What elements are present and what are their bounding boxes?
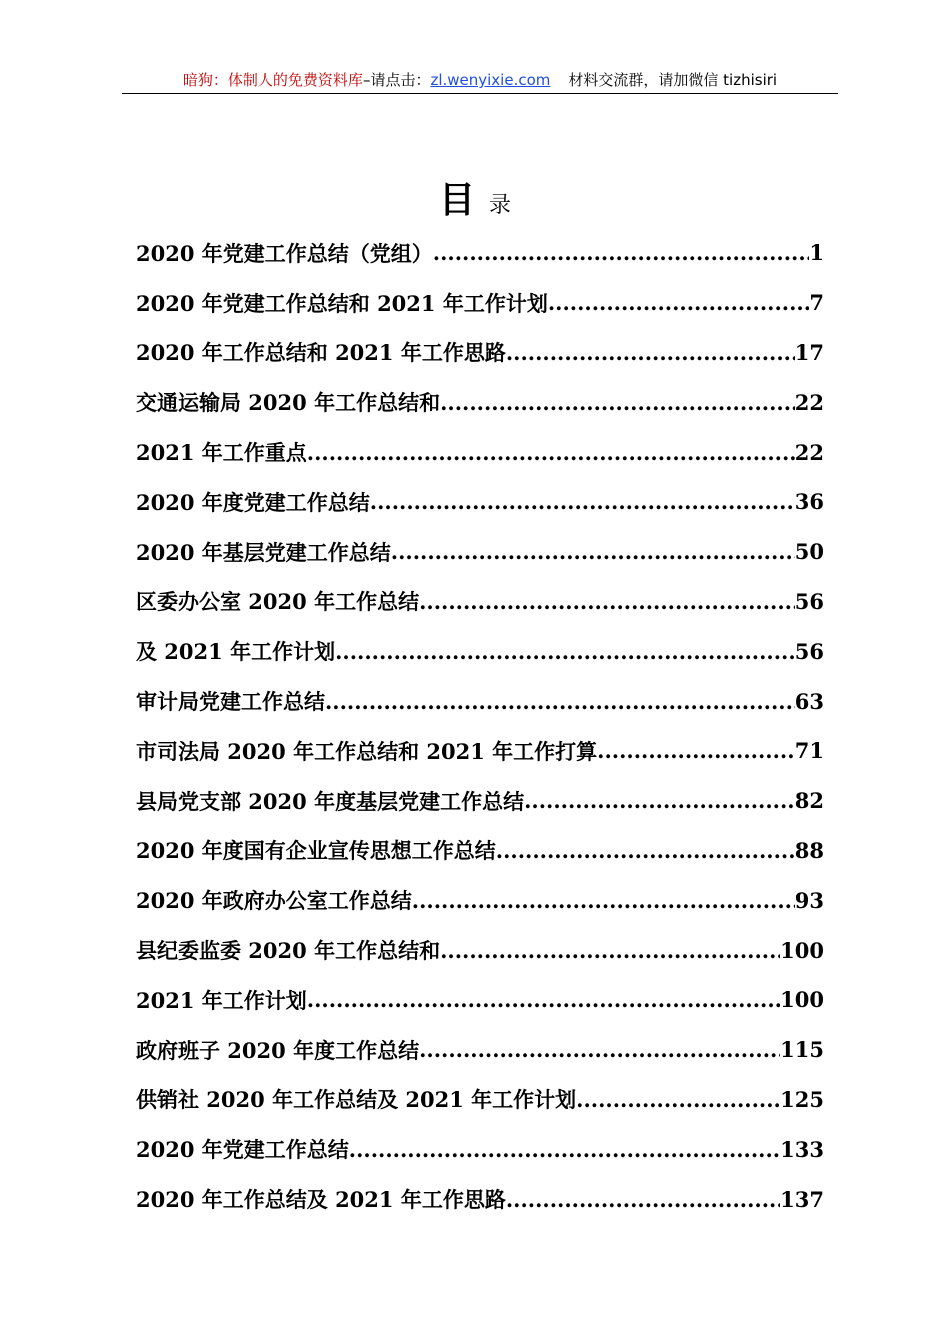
toc-entry-page: 100 — [780, 937, 824, 963]
toc-entry-title: 政府班子 2020 年度工作总结 — [136, 1037, 420, 1063]
toc-entry-title: 2020 年基层党建工作总结 — [136, 539, 391, 565]
toc-entry-title: 县纪委监委 2020 年工作总结和 — [136, 938, 441, 964]
toc-leader-dots — [349, 1137, 780, 1162]
toc-entry[interactable] — [136, 1025, 824, 1075]
toc-leader-dots — [307, 987, 780, 1012]
toc-entry-title: 2020 年度国有企业宣传思想工作总结 — [136, 838, 496, 864]
toc-entry-page: 82 — [794, 788, 824, 814]
toc-entry[interactable] — [136, 1174, 824, 1224]
toc-leader-dots — [325, 689, 795, 714]
header-promo-text: 暗狗：体制人的免费资料库 — [182, 71, 363, 89]
toc-entry-page: 56 — [794, 588, 824, 614]
toc-entry-page: 137 — [780, 1186, 824, 1212]
toc-entry-page: 17 — [794, 339, 824, 365]
toc-leader-dots — [419, 589, 795, 614]
toc-leader-dots — [597, 738, 795, 763]
toc-entry-title: 市司法局 2020 年工作总结和 2021 年工作打算 — [136, 738, 598, 764]
toc-entry[interactable] — [136, 676, 824, 726]
toc-heading — [0, 172, 950, 223]
toc-leader-dots — [496, 838, 795, 863]
toc-entry-title: 交通运输局 2020 年工作总结和 — [136, 390, 441, 416]
toc-entry-title: 2020 年党建工作总结（党组） — [136, 240, 433, 266]
toc-leader-dots — [440, 390, 795, 415]
toc-list — [136, 228, 824, 1224]
toc-leader-dots — [506, 340, 795, 365]
toc-entry[interactable] — [136, 427, 824, 477]
toc-entry-page: 7 — [809, 290, 824, 316]
toc-entry[interactable] — [136, 826, 824, 876]
toc-entry[interactable] — [136, 577, 824, 627]
toc-entry-title: 2021 年工作计划 — [136, 987, 307, 1013]
toc-leader-dots — [524, 788, 795, 813]
toc-entry-page: 100 — [780, 987, 824, 1013]
toc-leader-dots — [506, 1187, 780, 1212]
toc-entry-page: 63 — [794, 688, 824, 714]
toc-entry-title: 2020 年政府办公室工作总结 — [136, 888, 412, 914]
toc-entry-page: 71 — [794, 738, 824, 764]
toc-entry-title: 2020 年党建工作总结 — [136, 1137, 349, 1163]
header-click-text: –请点击： — [362, 71, 431, 89]
toc-entry[interactable] — [136, 925, 824, 975]
toc-entry-title: 县局党支部 2020 年度基层党建工作总结 — [136, 788, 525, 814]
header-link[interactable]: zl.wenyixie.com — [430, 71, 551, 89]
toc-entry-page: 1 — [809, 240, 824, 266]
toc-entry-title: 供销社 2020 年工作总结及 2021 年工作计划 — [136, 1087, 577, 1113]
toc-entry-page: 115 — [780, 1037, 824, 1063]
header-group-text: 材料交流群，请加微信 tizhisiri — [568, 71, 778, 89]
toc-leader-dots — [576, 1087, 780, 1112]
toc-entry[interactable] — [136, 377, 824, 427]
toc-heading-secondary: 录 — [489, 193, 512, 218]
toc-leader-dots — [440, 938, 780, 963]
toc-leader-dots — [412, 888, 795, 913]
toc-entry-page: 125 — [780, 1086, 824, 1112]
toc-entry[interactable] — [136, 328, 824, 378]
toc-entry-title: 2020 年党建工作总结和 2021 年工作计划 — [136, 290, 548, 316]
toc-entry[interactable] — [136, 228, 824, 278]
toc-entry-page: 88 — [794, 837, 824, 863]
toc-entry-page: 133 — [780, 1136, 824, 1162]
toc-leader-dots — [370, 489, 795, 514]
toc-leader-dots — [307, 440, 795, 465]
toc-entry[interactable] — [136, 776, 824, 826]
toc-entry-page: 50 — [794, 539, 824, 565]
toc-entry-title: 2021 年工作重点 — [136, 440, 307, 466]
toc-entry[interactable] — [136, 726, 824, 776]
toc-entry-title: 区委办公室 2020 年工作总结 — [136, 589, 420, 615]
toc-entry-title: 2020 年度党建工作总结 — [136, 489, 370, 515]
toc-entry-title: 审计局党建工作总结 — [136, 689, 325, 715]
toc-heading-main: 目 — [438, 180, 475, 221]
toc-entry[interactable] — [136, 1124, 824, 1174]
toc-entry-page: 36 — [794, 489, 824, 515]
toc-leader-dots — [391, 539, 795, 564]
toc-entry-title: 2020 年工作总结及 2021 年工作思路 — [136, 1187, 506, 1213]
toc-entry[interactable] — [136, 477, 824, 527]
toc-entry-page: 22 — [794, 389, 824, 415]
toc-entry-title: 2020 年工作总结和 2021 年工作思路 — [136, 340, 506, 366]
toc-leader-dots — [335, 639, 795, 664]
toc-entry[interactable] — [136, 875, 824, 925]
toc-leader-dots — [548, 290, 810, 315]
toc-entry[interactable] — [136, 975, 824, 1025]
toc-entry[interactable] — [136, 626, 824, 676]
toc-entry-title: 及 2021 年工作计划 — [136, 639, 336, 665]
toc-entry-page: 56 — [794, 638, 824, 664]
page-header — [122, 66, 838, 94]
toc-leader-dots — [433, 240, 810, 265]
toc-entry-page: 93 — [794, 887, 824, 913]
toc-leader-dots — [419, 1037, 780, 1062]
toc-entry[interactable] — [136, 1075, 824, 1125]
toc-entry[interactable] — [136, 527, 824, 577]
toc-entry-page: 22 — [794, 439, 824, 465]
toc-entry[interactable] — [136, 278, 824, 328]
